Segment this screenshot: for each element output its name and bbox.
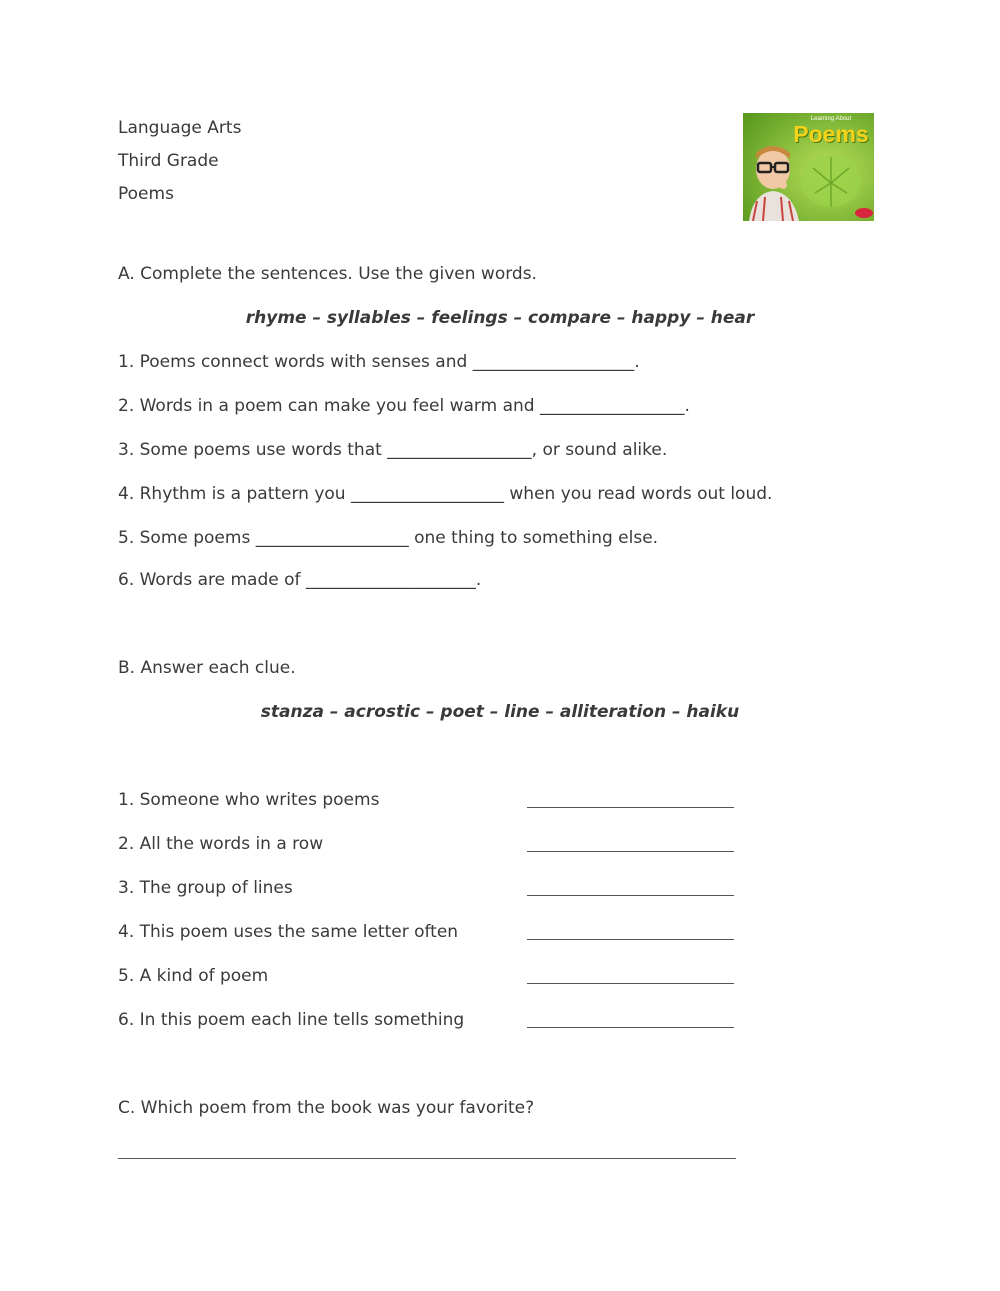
section-b-clue: 2. All the words in a row [118,834,324,854]
subject-label: Language Arts [118,118,242,138]
section-b-clue: 5. A kind of poem [118,966,269,986]
section-b-clue: 6. In this poem each line tells something [118,1010,465,1030]
answer-blank[interactable] [527,895,734,896]
section-a-heading: A. Complete the sentences. Use the given words. [118,264,537,284]
answer-blank[interactable] [527,851,734,852]
book-cover-image [743,113,874,221]
section-b-clue: 3. The group of lines [118,878,293,898]
section-b-clue: 4. This poem uses the same letter often [118,922,459,942]
section-a-item: 6. Words are made of ____________________. [118,570,482,590]
book-cover-kicker: Learning About [810,116,852,122]
answer-blank[interactable] [527,983,734,984]
answer-line[interactable] [118,1158,736,1159]
answer-blank[interactable] [527,1027,734,1028]
section-a-item: 3. Some poems use words that _________________, or sound alike. [118,440,668,460]
section-c-question: C. Which poem from the book was your favorite? [118,1098,535,1118]
answer-blank[interactable] [527,939,734,940]
section-b-heading: B. Answer each clue. [118,658,296,678]
book-cover-title: Poems [793,121,869,147]
section-a-item: 2. Words in a poem can make you feel warm and _________________. [118,396,690,416]
section-a-item: 1. Poems connect words with senses and ___________________. [118,352,640,372]
answer-blank[interactable] [527,807,734,808]
section-a-item: 4. Rhythm is a pattern you __________________ when you read words out loud. [118,484,773,504]
grade-label: Third Grade [118,151,219,171]
section-b-word-bank: stanza – acrostic – poet – line – alliteration – haiku [260,702,740,722]
topic-label: Poems [118,184,174,204]
section-a-item: 5. Some poems __________________ one thing to something else. [118,528,659,548]
section-a-word-bank: rhyme – syllables – feelings – compare – happy – hear [245,308,755,328]
section-b-clue: 1. Someone who writes poems [118,790,380,810]
